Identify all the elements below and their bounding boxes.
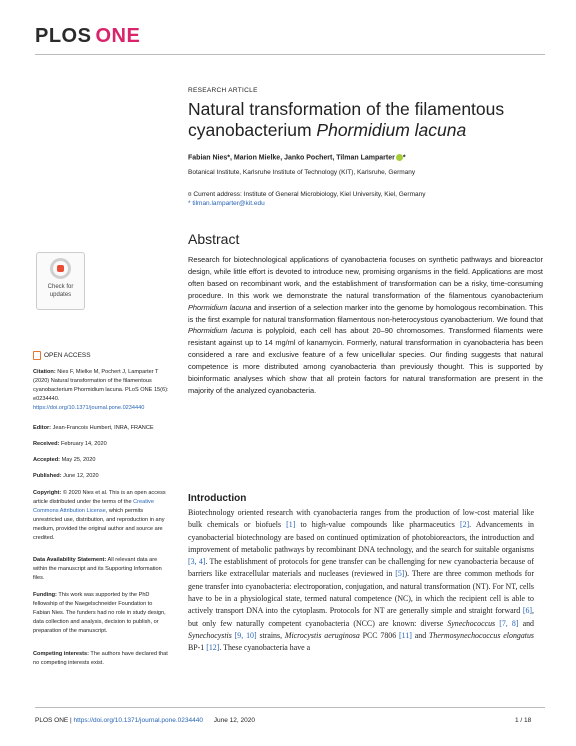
title-species: Phormidium lacuna (316, 120, 467, 140)
editor-block (33, 424, 169, 433)
reference-link[interactable]: [5] (395, 569, 405, 579)
intro-text: PCC 7806 (359, 630, 400, 640)
species-name: Thermosynechococcus elongatus (429, 630, 534, 640)
funding-block (33, 591, 169, 636)
copyright-text-2: , which permits unrestricted use, distribution, and reproduction in any medium, provided the original author and source are credited. (33, 508, 165, 542)
citation-doi-link[interactable]: https://doi.org/10.1371/journal.pone.0234440 (33, 405, 145, 412)
accepted-date: May 25, 2020 (60, 457, 96, 463)
intro-text: , but only few naturally competent cyanobacteria (NCC) are known: diverse (188, 606, 534, 628)
copyright-text-1: © 2020 Nies et al. This is an open access article distributed under the terms of the (33, 490, 166, 506)
copyright-label: Copyright: (33, 490, 62, 496)
intro-text: and (411, 630, 430, 640)
abstract-text-3: is polyploid, each cell has about 20–90 chromosomes. Transformed filaments were resistant against up to 14 mg/ml of kanamycin. Formerly, natural transformation in cyanobacteria has been considered a rare and exclusive feature of a few unicellular species. Our finding suggests that natural competence is more distributed among cyanobacteria than previously thought. This is supported by bioinformatic analyses which show that all protein factors for natural transformation are present in the majority of the analyzed cyanobacteria. (188, 326, 543, 395)
intro-text: . Advancements in cyanobacterial biotechnology are based on continued optimization of photobioreactors, the introduction and improvement of metabolic pathways by recombinant DNA technology, and the search for suitable organisms (188, 520, 535, 554)
title-text: Natural transformation of the filamentous cyanobacterium (188, 99, 505, 140)
current-address: ¤ Current address: Institute of General Microbiology, Kiel University, Kiel, Germany (188, 191, 426, 198)
footer-doi-link[interactable]: https://doi.org/10.1371/journal.pone.0234440 (73, 717, 203, 724)
journal-logo[interactable] (35, 25, 140, 48)
check-for-updates-button[interactable] (36, 252, 85, 310)
footer (35, 717, 255, 724)
orcid-icon[interactable] (396, 154, 403, 161)
data-availability-label: Data Availability Statement: (33, 557, 107, 563)
intro-text: . The establishment of protocols for gene transfer can be challenging for new cyanobacteria because of barriers like extracellular materials and nucleases (reviewed in (188, 557, 534, 579)
open-access-label (33, 351, 91, 360)
authors-text: Fabian Nies*, Marion Mielke, Janko Pochert, Tilman Lamparter (188, 154, 395, 162)
competing-interests-text: The authors have declared that no competing interests exist. (33, 651, 168, 667)
reference-link[interactable]: [7, 8] (495, 618, 519, 628)
affiliation: Botanical Institute, Karlsruhe Institute of Technology (KIT), Karlsruhe, Germany (188, 169, 416, 176)
data-availability-block (33, 556, 169, 583)
editor-text: Jean-Francois Humbert, INRA, FRANCE (51, 425, 154, 431)
license-link[interactable]: Creative Commons Attribution License (33, 499, 154, 515)
reference-link[interactable]: [11] (399, 630, 412, 640)
published-date: June 12, 2020 (61, 473, 99, 479)
footer-date: June 12, 2020 (213, 717, 255, 724)
badge-line-2: updates (49, 292, 72, 298)
article-type: RESEARCH ARTICLE (188, 87, 258, 94)
received-block (33, 440, 169, 449)
citation-text: Nies F, Mielke M, Pochert J, Lamparter T (2020) Natural transformation of the filamentous cyanobacterium Phormidium lacuna. PLoS ONE 15(6): e0234440. (33, 369, 169, 403)
intro-text: ). There are three common methods for gene transfer into cyanobacteria: electroporation, conjugation, and natural transformation (NT). For NT, cells have to be in a physiological state, termed natural competence (NC), in which the recipient cell is able to actively transport DNA into the cytoplasm. Protocols for NT are generally simple and straight forward (188, 569, 534, 616)
intro-text: . These cyanobacteria have a (219, 643, 311, 653)
reference-link[interactable]: [3, 4] (188, 557, 206, 567)
funding-text: This work was supported by the PhD fellowship of the Naegelschneider Foundation to Fabian Nies. The funders had no role in study design, data collection and analysis, decision to publish, or preparation of the manuscript. (33, 592, 166, 635)
species-name: Synechococcus (447, 618, 496, 628)
data-availability-text: All relevant data are within the manuscript and its Supporting Information files. (33, 557, 162, 582)
citation-block (33, 368, 169, 413)
corresponding-mark: * (402, 154, 406, 162)
abstract-body (188, 254, 543, 397)
intro-text: BP-1 (188, 643, 207, 653)
published-label: Published: (33, 473, 62, 479)
competing-interests-label: Competing interests: (33, 651, 89, 657)
accepted-block (33, 456, 169, 465)
species-name: Microcystis aeruginosa (284, 630, 360, 640)
funding-label: Funding: (33, 592, 57, 598)
intro-text: and (518, 618, 534, 628)
introduction-heading: Introduction (188, 493, 247, 504)
open-lock-icon (33, 351, 41, 360)
logo-one: ONE (95, 25, 141, 47)
reference-link[interactable]: [6] (522, 606, 533, 616)
competing-interests-block (33, 650, 169, 668)
abstract-species-2: Phormidium lacuna (188, 326, 253, 336)
crossmark-icon (50, 258, 71, 279)
abstract-species-1: Phormidium lacuna (188, 302, 252, 312)
corresponding-email-link[interactable]: * tilman.lamparter@kit.edu (188, 200, 265, 207)
open-access-text: OPEN ACCESS (44, 352, 91, 360)
species-name: Synechocystis (188, 630, 232, 640)
copyright-block (33, 489, 169, 544)
footer-divider (35, 707, 545, 708)
reference-link[interactable]: [12] (206, 643, 220, 653)
badge-line-1: Check for (47, 284, 74, 290)
received-label: Received: (33, 441, 60, 447)
citation-label: Citation: (33, 369, 56, 375)
abstract-heading: Abstract (188, 231, 240, 247)
introduction-body (188, 507, 534, 655)
footer-separator: | (68, 717, 74, 724)
intro-text: strains, (256, 630, 285, 640)
footer-journal: PLOS ONE (35, 717, 69, 724)
reference-link[interactable]: [2] (459, 520, 470, 530)
received-date: February 14, 2020 (59, 441, 107, 447)
reference-link[interactable]: [9, 10] (231, 630, 257, 640)
accepted-label: Accepted: (33, 457, 61, 463)
abstract-text-1: Research for biotechnological applications of cyanobacteria focuses on synthetic pathways and bioreactor design, while little effort is devoted to introduce new, promising organisms in the field. Applications are most often based on recombinant work, and the establishment of transformation can be a risky, time-consuming procedure. In this work we demonstrate the natural transformation of the filamentous cyanobacterium (188, 255, 543, 300)
published-block (33, 472, 169, 481)
header-divider (35, 54, 545, 55)
reference-link[interactable]: [1] (286, 520, 296, 530)
page-number: 1 / 18 (515, 717, 532, 724)
intro-text: Biotechnology oriented research with cyanobacteria ranges from the production of low-cost material like bulk chemicals or biofuels (188, 508, 534, 530)
logo-plos: PLOS (35, 25, 92, 47)
intro-text: to high-value compounds like pharmaceutics (295, 520, 460, 530)
abstract-text-2: and insertion of a selection marker into the genome by homologous recombination. This is the first example for natural transformation filamentous non-heterocystous cyanobacterium. We found that (188, 302, 543, 324)
article-title (188, 99, 528, 141)
editor-label: Editor: (33, 425, 52, 431)
author-list (188, 154, 406, 161)
